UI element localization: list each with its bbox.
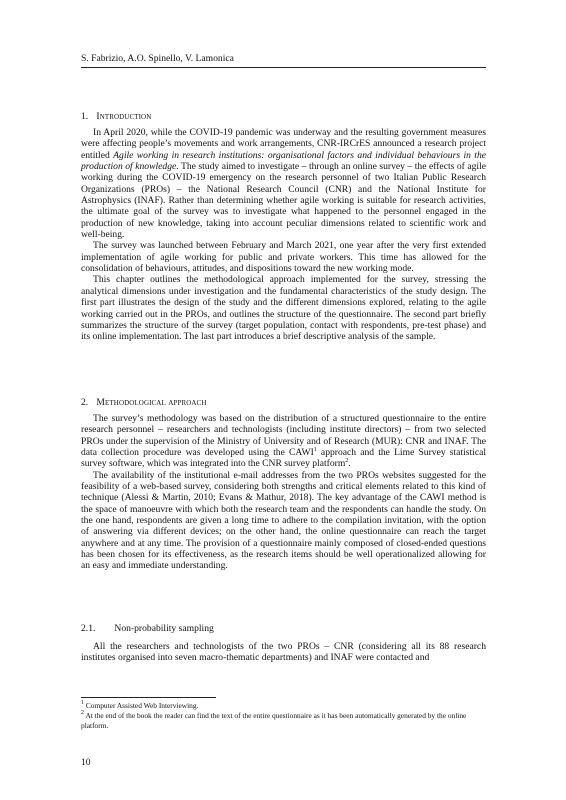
text-run: All the researchers and technologists of the two PROs – CNR (considering all its 88 research institutes organised into seven macro-thematic departments) and INAF were contacted and	[81, 641, 486, 664]
paragraph	[81, 127, 486, 240]
page-number: 10	[81, 757, 91, 768]
text-run: . The study aimed to investigate – through an online survey – the effects of agile working during the COVID-19 emergency on the research personnel of two Italian Public Research Organizations (PROs) – the National Research Council (CNR) and the National Institute for Astrophysics (INAF). Rather than determining whether agile working is suitable for research activities, the ultimate goal of the survey was to investigate what happened to the personnel engaged in the production of new knowledge, taking into account peculiar dimensions related to scientific work and well-being.	[81, 161, 486, 241]
footnote-marker: 1	[81, 700, 84, 706]
paragraph	[81, 413, 486, 470]
footnote-marker: 2	[81, 710, 84, 716]
footnote-2	[81, 711, 486, 731]
section-title: Introduction	[96, 111, 152, 122]
section-heading-introduction	[81, 110, 486, 123]
footnote-reference: 1	[313, 447, 317, 454]
text-run: .	[348, 458, 351, 470]
text-run: This chapter outlines the methodological approach implemented for the survey, stressing the analytical dimensions under investigation and the fundamental characteristics of the study design. The first part illustrates the design of the study and the different dimensions explored, relating to the agile working carried out in the PROs, and outlines the structure of the questionnaire. The second part briefly summarizes the structure of the survey (target population, contact with respondents, pre-test phase) and its online implementation. The last part introduces a brief descriptive analysis of the sample.	[81, 274, 486, 343]
paragraph	[81, 641, 486, 664]
paragraph	[81, 470, 486, 572]
text-run: The survey was launched between February and March 2021, one year after the very first extended implementation of agile working for public and private workers. This time has allowed for the consolidation of behaviours, attitudes, and dispositions toward the new working mode.	[81, 240, 486, 275]
section-number: 2.	[81, 397, 89, 408]
text-run: The availability of the institutional e-mail addresses from the two PROs websites suggested for the feasibility of a web-based survey, considering both strengths and critical elements related to this kind of technique (Alessi & Martin, 2010; Evans & Mathur, 2018). The key advantage of the CAWI method is the space of manoeuvre with which both the research team and the respondents can handle the study. On the one hand, respondents are given a long time to adhere to the compilation invitation, with the option of answering via different devices; on the other hand, the online questionnaire can reach the target anywhere and at any time. The provision of a questionnaire mainly composed of closed-ended questions has been chosen for its effectiveness, as the research items should be well operationalized allowing for an easy and immediate understanding.	[81, 469, 486, 572]
subsection-heading-non-probability-sampling	[81, 622, 486, 635]
footnote-1	[81, 701, 486, 711]
subsection-number: 2.1.	[81, 623, 96, 634]
text-run: approach and the Lime Survey statistical survey software, which was integrated into the CNR survey platform	[81, 447, 487, 470]
section-heading-methodological-approach	[81, 396, 486, 409]
footnote-reference: 2	[345, 458, 349, 465]
text-run: The survey’s methodology was based on the distribution of a structured questionnaire to the entire research personnel – researchers and technologists (including institute directors) – from two selected PROs under the supervision of the Ministry of University and of Research (MUR): CNR and INAF. The data collection procedure was developed using the CAWI	[81, 413, 486, 459]
footnote-text: Computer Assisted Web Interviewing.	[84, 701, 199, 710]
section-number: 1.	[81, 111, 89, 122]
footnote-text: At the end of the book the reader can find the text of the entire questionnaire as it has been automatically generated by the online platform.	[81, 711, 467, 730]
text-run: In April 2020, while the COVID-19 pandemic was underway and the resulting government measures were affecting people’s movements and work arrangements, CNR-IRCrES announced a research project entitled	[81, 127, 486, 161]
paragraph	[81, 274, 486, 342]
running-head: S. Fabrizio, A.O. Spinello, V. Lamonica	[81, 52, 486, 68]
section-title: Methodological approach	[96, 397, 207, 408]
section-body-introduction	[81, 127, 486, 343]
subsection-title: Non-probability sampling	[114, 623, 214, 634]
paragraph	[81, 240, 486, 274]
footnote-separator	[81, 697, 216, 698]
section-body-methodological-approach	[81, 413, 486, 572]
italic-title-text: Agile working in research institutions: organisational factors and individual behaviours in the production of knowledge	[81, 149, 487, 173]
section-body-non-probability-sampling	[81, 641, 486, 664]
footnotes	[81, 701, 486, 731]
